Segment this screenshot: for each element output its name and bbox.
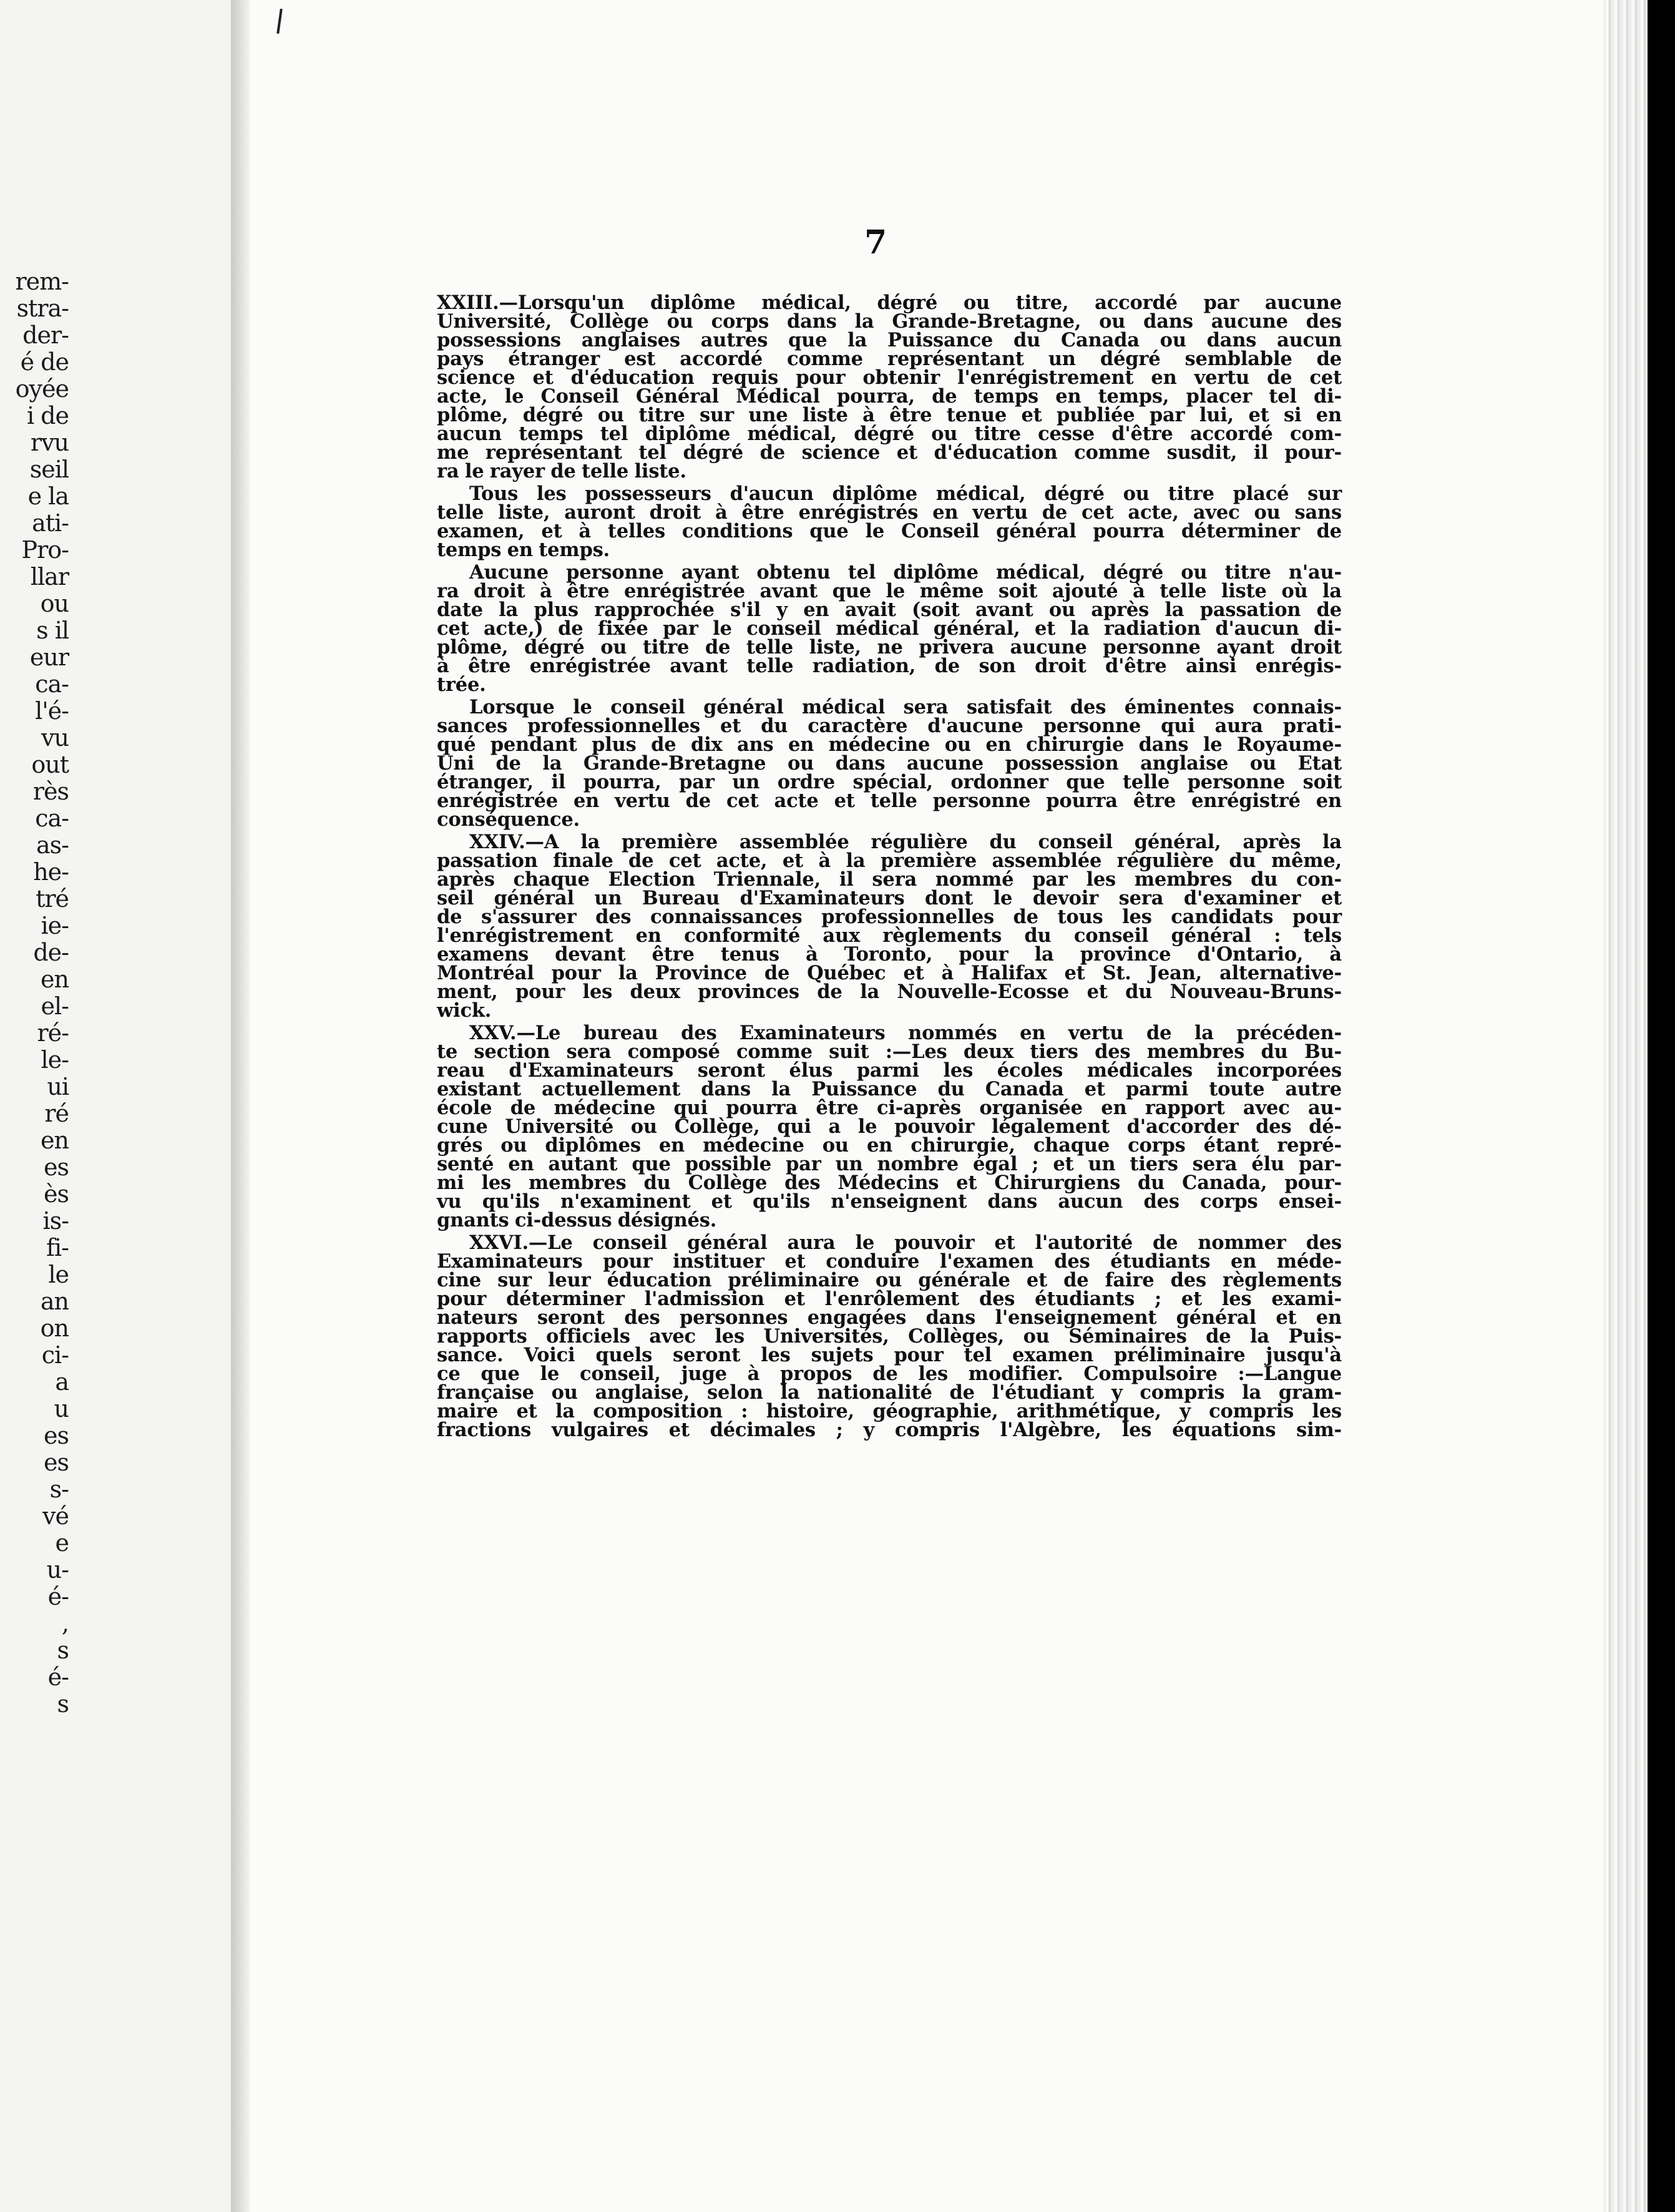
- text-line: ra droit à être enrégistrée avant que le même soit ajouté à telle liste où la: [437, 580, 1342, 602]
- text-line: à être enrégistrée avant telle radiation, de son droit d'être ainsi enrégis-: [437, 655, 1342, 677]
- left-page-fragment-line: ci-: [41, 1341, 69, 1369]
- left-page-fragment-line: ui: [47, 1073, 69, 1100]
- text-line: plôme, dégré ou titre de telle liste, ne privera aucune personne ayant droit: [437, 636, 1342, 658]
- left-page-fragment-line: ou: [40, 590, 69, 617]
- left-page-fragment-line: a: [55, 1368, 69, 1396]
- text-line: pour déterminer l'admission et l'enrôlement des étudiants ; et les exami-: [437, 1288, 1342, 1310]
- left-page-fragment-line: s-: [49, 1475, 69, 1503]
- text-line: Examinateurs pour instituer et conduire l'examen des étudiants en méde-: [437, 1250, 1342, 1273]
- left-page-fragment-line: le-: [41, 1046, 69, 1074]
- left-page-fragment-line: vu: [41, 724, 69, 751]
- left-page-fragment-line: rès: [32, 778, 69, 805]
- text-line: Lorsque le conseil général médical sera satisfait des éminentes connais-: [469, 696, 1342, 718]
- text-line: plôme, dégré ou titre sur une liste à être tenue et publiée par lui, et si en: [437, 404, 1342, 426]
- text-line: aucun temps tel diplôme médical, dégré ou titre cesse d'être accordé com-: [437, 423, 1342, 445]
- left-page-fragment-line: seil: [29, 456, 69, 483]
- left-page-fragment-line: tré: [36, 885, 69, 913]
- text-line: senté en autant que possible par un nombre égal ; et un tiers sera élu par-: [437, 1153, 1342, 1175]
- left-page-fragment-line: stra-: [16, 295, 69, 322]
- left-page-fragment-line: el-: [41, 992, 69, 1020]
- left-page-fragment-line: as-: [36, 831, 69, 859]
- text-line: cine sur leur éducation préliminaire ou générale et de faire des règlements: [437, 1269, 1342, 1291]
- page-number: 7: [864, 223, 887, 262]
- text-line: possessions anglaises autres que la Puissance du Canada ou dans aucun: [437, 329, 1342, 351]
- left-page-fragment-line: en: [41, 1127, 69, 1154]
- text-line: mi les membres du Collège des Médecins et Chirurgiens du Canada, pour-: [437, 1172, 1342, 1194]
- text-line: étranger, il pourra, par un ordre spécial, ordonner que telle personne soit: [437, 771, 1342, 793]
- text-line: Montréal pour la Province de Québec et à Halifax et St. Jean, alternative-: [437, 962, 1342, 984]
- left-page-fragment-line: rem-: [15, 268, 69, 295]
- left-page-fragment-line: ès: [44, 1180, 69, 1208]
- text-line: cune Université ou Collège, qui a le pouvoir légalement d'accorder des dé-: [437, 1115, 1342, 1138]
- text-line: ment, pour les deux provinces de la Nouvelle-Ecosse et du Nouveau-Bruns-: [437, 981, 1342, 1003]
- text-line: Uni de la Grande-Bretagne ou dans aucune possession anglaise ou Etat: [437, 752, 1342, 775]
- left-page-fragment-line: llar: [30, 563, 69, 590]
- page-gutter: [231, 0, 250, 2212]
- text-line: l'enrégistrement en conformité aux règlements du conseil général : tels: [437, 924, 1342, 947]
- left-page-fragment-line: u-: [46, 1556, 69, 1583]
- text-line: te section sera composé comme suit :—Les deux tiers des membres du Bu-: [437, 1040, 1342, 1063]
- left-page-fragment-line: s: [57, 1637, 69, 1664]
- text-line: trée.: [437, 673, 486, 696]
- text-line: grés ou diplômes en médecine ou en chirurgie, chaque corps étant repré-: [437, 1134, 1342, 1157]
- text-line: Tous les possesseurs d'aucun diplôme médical, dégré ou titre placé sur: [469, 482, 1342, 505]
- left-page-fragment-line: ca-: [35, 805, 69, 832]
- text-line: telle liste, auront droit à être enrégistrés en vertu de cet acte, avec ou sans: [437, 501, 1342, 524]
- left-page-fragment-line: é-: [47, 1583, 69, 1610]
- left-page-fragment-line: oyée: [15, 375, 69, 403]
- left-page-fragment-line: eur: [29, 644, 69, 671]
- left-page-fragment-line: ,: [61, 1610, 69, 1637]
- text-line: de s'assurer des connaissances professionnelles de tous les candidats pour: [437, 906, 1342, 928]
- text-line: temps en temps.: [437, 539, 610, 561]
- text-line: date la plus rapprochée s'il y en avait (soit avant ou après la passation de: [437, 599, 1342, 621]
- left-page-fragment-line: fi-: [46, 1234, 69, 1261]
- left-page-fragment-line: ie-: [41, 912, 69, 939]
- text-line: existant actuellement dans la Puissance du Canada et parmi toute autre: [437, 1078, 1342, 1100]
- text-line: me représentant tel dégré de science et d'éducation comme susdit, il pour-: [437, 441, 1342, 464]
- left-page-fragment-line: rvu: [30, 429, 69, 456]
- text-line: passation finale de cet acte, et à la première assemblée régulière du même,: [437, 849, 1342, 872]
- left-page-fragment-line: ré-: [37, 1019, 69, 1047]
- left-page-fragment-line: der-: [22, 321, 69, 349]
- text-line: XXIII.—Lorsqu'un diplôme médical, dégré ou titre, accordé par aucune: [437, 291, 1342, 314]
- left-page-fragment-line: es: [44, 1449, 69, 1476]
- left-page-fragment-line: le: [48, 1261, 69, 1288]
- text-line: seil général un Bureau d'Examinateurs dont le devoir sera d'examiner et: [437, 887, 1342, 909]
- text-line: conséquence.: [437, 808, 580, 831]
- left-page-fragment-line: s: [57, 1690, 69, 1718]
- left-page-fragment-line: e la: [27, 482, 69, 510]
- text-line: acte, le Conseil Général Médical pourra, de temps en temps, placer tel di-: [437, 385, 1342, 408]
- text-line: française ou anglaise, selon la nationalité de l'étudiant y compris la gram-: [437, 1381, 1342, 1404]
- text-line: science et d'éducation requis pour obtenir l'enrégistrement en vertu de cet: [437, 366, 1342, 389]
- left-page-fragment-line: é de: [20, 348, 69, 376]
- left-page-fragment-line: s il: [36, 617, 69, 644]
- text-line: qué pendant plus de dix ans en médecine ou en chirurgie dans le Royaume-: [437, 733, 1342, 756]
- left-page-fragment-line: an: [40, 1288, 69, 1315]
- text-line: après chaque Election Triennale, il sera nommé par les membres du con-: [437, 868, 1342, 891]
- text-line: vu qu'ils n'examinent et qu'ils n'enseignent dans aucun des corps ensei-: [437, 1190, 1342, 1213]
- text-line: enrégistrée en vertu de cet acte et telle personne pourra être enrégistré en: [437, 790, 1342, 812]
- left-page-fragment-line: he-: [33, 858, 69, 886]
- left-page-fragment: [0, 0, 231, 2212]
- left-page-text-fragments: [0, 268, 69, 1718]
- left-page-fragment-line: is-: [42, 1207, 69, 1235]
- text-line: wick.: [437, 999, 492, 1022]
- text-line: XXIV.—A la première assemblée régulière du conseil général, après la: [469, 831, 1342, 853]
- text-line: pays étranger est accordé comme représentant un dégré semblable de: [437, 348, 1342, 370]
- text-line: Université, Collège ou corps dans la Grande-Bretagne, ou dans aucune des: [437, 310, 1342, 333]
- page-edge-stack: [1604, 0, 1648, 2212]
- text-line: gnants ci-dessus désignés.: [437, 1209, 717, 1231]
- text-line: rapports officiels avec les Universités, Collèges, ou Séminaires de la Puis-: [437, 1325, 1342, 1348]
- text-line: cet acte,) de fixée par le conseil médical général, et la radiation d'aucun di-: [437, 617, 1342, 640]
- text-line: ra le rayer de telle liste.: [437, 460, 686, 482]
- text-line: XXV.—Le bureau des Examinateurs nommés en vertu de la précéden-: [469, 1022, 1342, 1044]
- left-page-fragment-line: on: [40, 1314, 69, 1342]
- text-line: école de médecine qui pourra être ci-après organisée en rapport avec au-: [437, 1097, 1342, 1119]
- left-page-fragment-line: é-: [47, 1663, 69, 1691]
- left-page-fragment-line: i de: [26, 402, 69, 429]
- text-line: maire et la composition : histoire, géographie, arithmétique, y compris les: [437, 1400, 1342, 1422]
- left-page-fragment-line: ca-: [35, 670, 69, 698]
- text-line: reau d'Examinateurs seront élus parmi les écoles médicales incorporées: [437, 1059, 1342, 1082]
- text-line: XXVI.—Le conseil général aura le pouvoir et l'autorité de nommer des: [469, 1231, 1342, 1254]
- text-line: sances professionnelles et du caractère d'aucune personne qui aura prati-: [437, 715, 1342, 737]
- text-line: nateurs seront des personnes engagées dans l'enseignement général et en: [437, 1306, 1342, 1329]
- scan-border: [1648, 0, 1675, 2212]
- body-text: [437, 293, 1342, 1439]
- left-page-fragment-line: vé: [42, 1502, 69, 1530]
- left-page-fragment-line: ré: [44, 1100, 69, 1127]
- left-page-fragment-line: e: [55, 1529, 69, 1557]
- left-page-fragment-line: en: [41, 966, 69, 993]
- text-line: ce que le conseil, juge à propos de les modifier. Compulsoire :—Langue: [437, 1363, 1342, 1385]
- text-line: examen, et à telles conditions que le Conseil général pourra déterminer de: [437, 520, 1342, 542]
- text-line: fractions vulgaires et décimales ; y compris l'Algèbre, les équations sim-: [437, 1419, 1342, 1441]
- text-line: examens devant être tenus à Toronto, pour la province d'Ontario, à: [437, 943, 1342, 966]
- text-line: Aucune personne ayant obtenu tel diplôme médical, dégré ou titre n'au-: [469, 561, 1342, 584]
- text-line: sance. Voici quels seront les sujets pour tel examen préliminaire jusqu'à: [437, 1344, 1342, 1366]
- left-page-fragment-line: es: [44, 1153, 69, 1181]
- left-page-fragment-line: de-: [33, 939, 69, 966]
- left-page-fragment-line: ati-: [32, 509, 69, 537]
- left-page-fragment-line: out: [31, 751, 69, 778]
- left-page-fragment-line: es: [44, 1422, 69, 1449]
- left-page-fragment-line: l'é-: [35, 697, 69, 725]
- left-page-fragment-line: u: [54, 1395, 69, 1422]
- left-page-fragment-line: Pro-: [21, 536, 69, 564]
